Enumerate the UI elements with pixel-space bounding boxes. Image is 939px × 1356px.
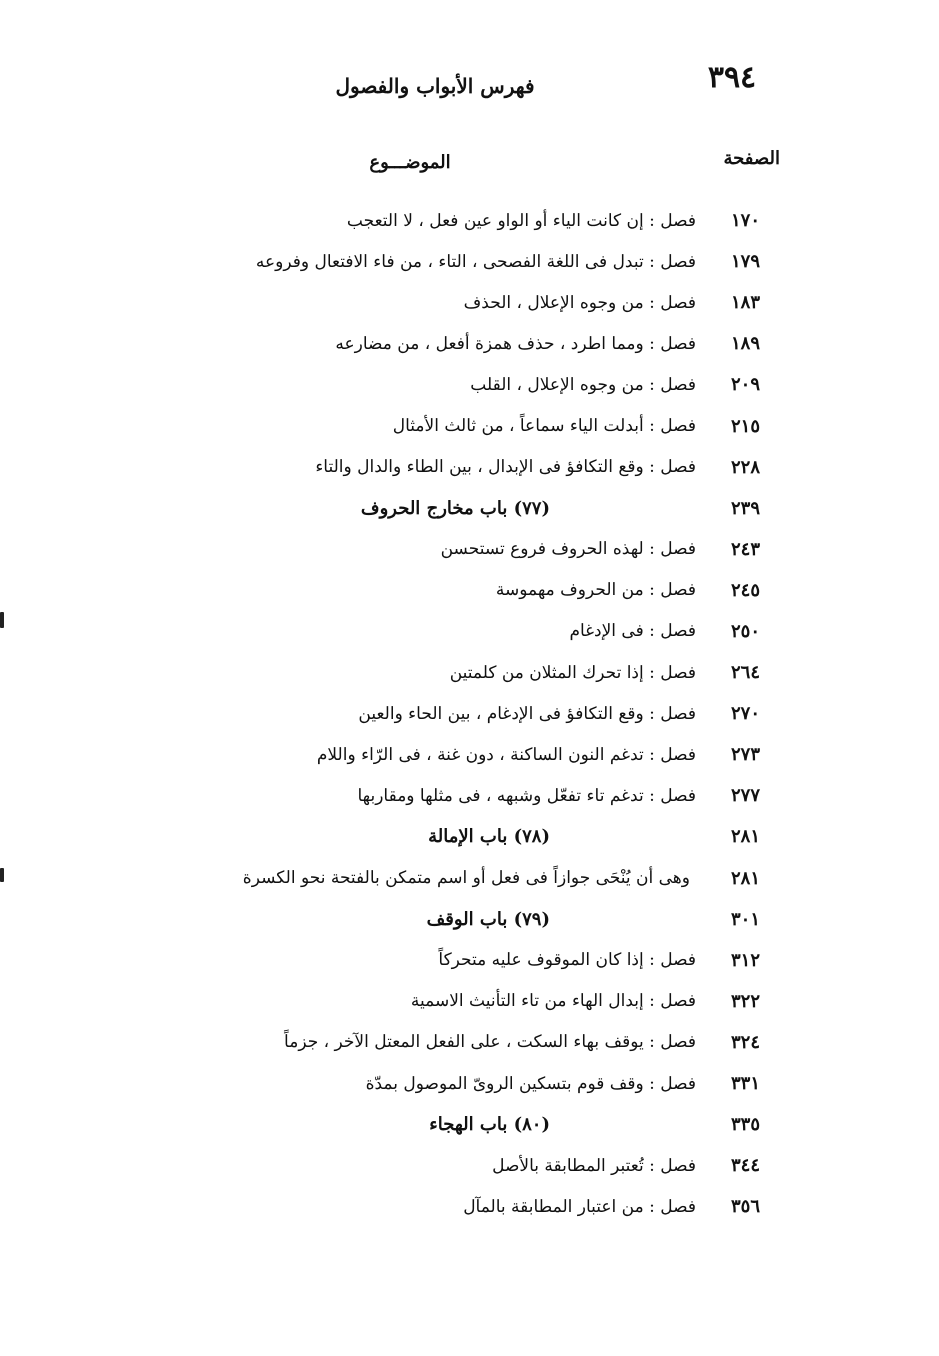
toc-entry-text: فصل : تُعتبر المطابقة بالأصل	[492, 1155, 696, 1176]
toc-chapter-row	[140, 899, 760, 940]
toc-row	[140, 1186, 760, 1227]
toc-row	[140, 323, 760, 364]
toc-row	[140, 282, 760, 323]
toc-row	[140, 1145, 760, 1186]
toc-page-number: ٢٠٩	[730, 374, 760, 396]
toc-entry-text: فصل : أبدلت الياء سماعاً ، من ثالث الأمثال	[392, 416, 696, 437]
toc-chapter-row	[140, 1104, 760, 1145]
toc-row	[140, 693, 760, 734]
toc-page-number: ٢٢٨	[730, 456, 760, 478]
toc-entry-text: فصل : تدغم النون الساكنة ، دون غنة ، فى الرّاء واللام	[316, 744, 696, 765]
toc-row	[140, 241, 760, 282]
toc-row	[140, 1063, 760, 1104]
toc-row	[140, 775, 760, 816]
toc-page-number: ٢٣٩	[730, 497, 760, 519]
toc-row	[140, 940, 760, 981]
toc-entry-text: وهى أن يُنْحَى جوازاً فى فعل أو اسم متمكن بالفتحة نحو الكسرة	[242, 868, 690, 889]
toc-entry-text: فصل : من وجوه الإعلال ، القلب	[470, 374, 696, 395]
toc-row	[140, 858, 760, 899]
toc-entry-text: فصل : وقع التكافؤ فى الإبدال ، بين الطاء والدال والتاء	[315, 457, 696, 478]
toc-page-number: ٢٧٠	[730, 703, 760, 725]
toc-row	[140, 200, 760, 241]
toc-entry-text: فصل : إبدال الهاء من تاء التأنيث الاسمية	[410, 991, 696, 1012]
toc-entry-text: فصل : فى الإدغام	[569, 621, 696, 642]
toc-page-number: ١٧٩	[730, 251, 760, 273]
toc-entry-text: فصل : وقع التكافؤ فى الإدغام ، بين الحاء والعين	[358, 703, 696, 724]
toc-entry-text: فصل : إذا كان الموقوف عليه متحركاً	[438, 950, 696, 971]
column-header-topic: الموضـــوع	[369, 152, 451, 173]
toc-row	[140, 570, 760, 611]
toc-page-number: ١٧٠	[730, 210, 760, 232]
toc-page-number: ٣٢٤	[730, 1031, 760, 1053]
scan-edge-mark	[0, 612, 4, 628]
toc-entry-text: فصل : تبدل فى اللغة الفصحى ، التاء ، من فاء الافتعال وفروعه	[255, 251, 696, 272]
toc-page-number: ٣٣١	[730, 1073, 760, 1095]
toc-page-number: ٢٦٤	[730, 662, 760, 684]
toc-entry-text: فصل : لهذه الحروف فروع تستحسن	[440, 539, 696, 560]
toc-entry-text: فصل : من وجوه الإعلال ، الحذف	[463, 292, 696, 313]
toc-page-number: ٢٧٧	[730, 785, 760, 807]
toc-row	[140, 529, 760, 570]
toc-page-number: ٢٨١	[730, 826, 760, 848]
toc-chapter-title: (٨٠) باب الهجاء	[429, 1114, 550, 1136]
toc-page-number: ٢٥٠	[730, 620, 760, 642]
toc-chapter-title: (٧٩) باب الوقف	[426, 908, 550, 930]
toc-page-number: ١٨٩	[730, 333, 760, 355]
toc-entry-text: فصل : تدغم تاء تفعّل وشبهه ، فى مثلها ومقاربها	[357, 785, 696, 806]
toc-page-number: ٣٥٦	[730, 1196, 760, 1218]
scan-edge-mark	[0, 868, 4, 882]
toc-page-number: ٣٣٥	[730, 1114, 760, 1136]
table-of-contents	[140, 200, 760, 1227]
toc-row	[140, 364, 760, 405]
toc-chapter-title: (٧٧) باب مخارج الحروف	[360, 497, 550, 519]
toc-entry-text: فصل : من اعتبار المطابقة بالمآل	[463, 1196, 696, 1217]
toc-page-number: ٣٠١	[730, 908, 760, 930]
toc-page-number: ٢٤٥	[730, 579, 760, 601]
toc-row	[140, 1022, 760, 1063]
toc-page-number: ٢٧٣	[730, 744, 760, 766]
toc-row	[140, 611, 760, 652]
toc-entry-text: فصل : إذا تحرك المثلان من كلمتين	[449, 662, 696, 683]
toc-row	[140, 405, 760, 446]
toc-entry-text: فصل : إن كانت الياء أو الواو عين فعل ، لا التعجب	[346, 210, 696, 231]
toc-row	[140, 734, 760, 775]
toc-chapter-title: (٧٨) باب الإمالة	[428, 826, 550, 848]
toc-page-number: ٢٤٣	[730, 538, 760, 560]
toc-entry-text: فصل : وقف قوم بتسكين الروىّ الموصول بمدّة	[365, 1073, 696, 1094]
page-number: ٣٩٤	[707, 60, 757, 95]
toc-page-number: ٣١٢	[730, 949, 760, 971]
toc-chapter-row	[140, 816, 760, 857]
toc-page-number: ٢١٥	[730, 415, 760, 437]
column-header-page: الصفحة	[723, 148, 780, 169]
toc-row	[140, 447, 760, 488]
toc-row	[140, 981, 760, 1022]
toc-page-number: ٣٤٤	[730, 1155, 760, 1177]
toc-entry-text: فصل : من الحروف مهموسة	[495, 580, 696, 601]
toc-entry-text: فصل : يوقف بهاء السكت ، على الفعل المعتل الآخر ، جزماً	[284, 1032, 696, 1053]
toc-page-number: ١٨٣	[730, 292, 760, 314]
toc-entry-text: فصل : ومما اطرد ، حذف همزة أفعل ، من مضارعه	[335, 333, 696, 354]
toc-page-number: ٢٨١	[730, 867, 760, 889]
page-title: فهرس الأبواب والفصول	[335, 74, 535, 98]
toc-chapter-row	[140, 488, 760, 529]
toc-row	[140, 652, 760, 693]
toc-page-number: ٣٢٢	[730, 990, 760, 1012]
